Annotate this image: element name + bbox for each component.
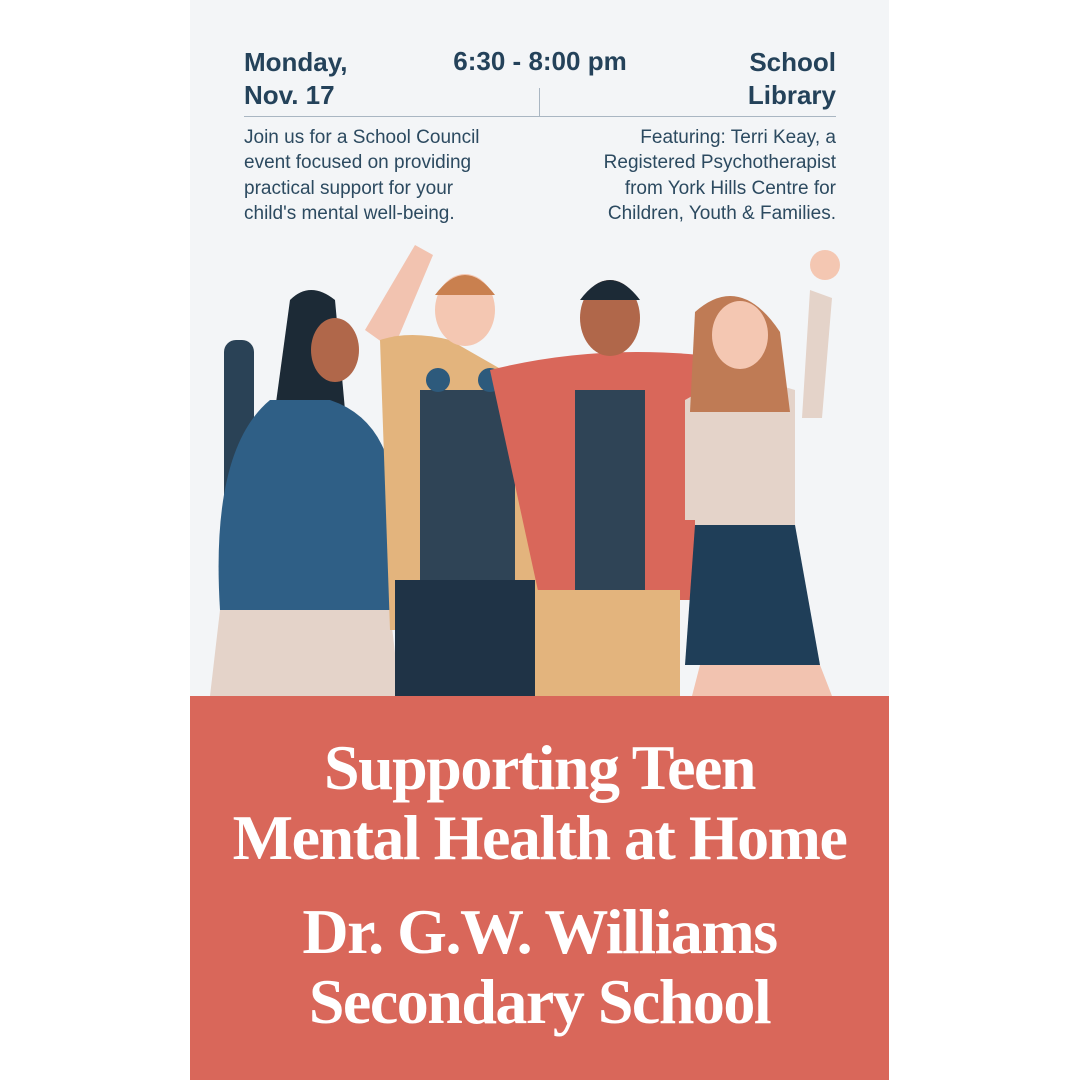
event-time: 6:30 - 8:00 pm — [453, 46, 627, 76]
teen-figure-1 — [210, 290, 400, 696]
title-line-1: Supporting Teen — [323, 732, 756, 803]
event-description: Join us for a School Council event focused on providing practical support for your child's mental well-being. — [244, 127, 480, 224]
featured-speaker: Featuring: Terri Keay, a Registered Psychotherapist from York Hills Centre for Children, Youth & Families. — [603, 127, 836, 224]
title-line-2: Mental Health at Home — [232, 802, 847, 873]
event-location: School Library — [747, 47, 836, 110]
school-name-line-1: Dr. G.W. Williams — [302, 896, 777, 967]
event-date: Monday, Nov. 17 — [244, 47, 348, 110]
divider-horizontal — [244, 116, 836, 117]
school-name-line-2: Secondary School — [308, 966, 771, 1037]
divider-vertical — [539, 88, 540, 116]
teen-figure-4 — [685, 250, 840, 696]
teens-illustration — [190, 240, 889, 696]
